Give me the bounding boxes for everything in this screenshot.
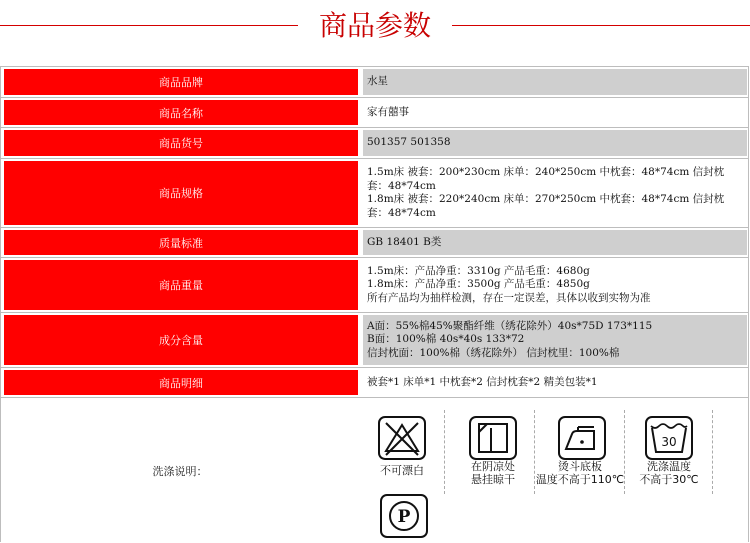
row-label: 商品重量 [4,260,358,310]
row-value [363,100,747,125]
wash-caption: 在阴凉处 悬挂晾干 [471,460,515,486]
row-label: 商品品牌 [4,69,358,95]
wash-caption: 不可漂白 [380,464,424,477]
spec-row-standard [1,228,749,258]
page-title: 商品参数 [318,9,431,42]
row-value [363,130,747,156]
value-line: 所有产品均为抽样检测，存在一定误差，具体以收到实物为准 [367,291,651,304]
section-header [0,0,750,52]
value-line: 1.5m床：产品净重：3310g 产品毛重：4680g [367,264,590,277]
value-line: 套：48*74cm [367,206,436,219]
value-line: 信封枕面：100%棉（绣花除外） 信封枕里：100%棉 [367,346,620,359]
wash-caption: 烫斗底板 温度不高于110℃ [535,460,625,486]
value-line: 家有囍事 [367,105,409,118]
row-label: 商品规格 [4,161,358,225]
spec-row-brand [1,67,749,98]
no-bleach-icon [378,416,426,460]
value-line: 501357 501358 [367,136,451,149]
row-value [363,260,747,310]
dry-clean-letter: P [397,507,411,527]
row-value [363,161,747,225]
iron-temperature-icon [558,416,606,460]
wash-temp-value: 30 [661,435,677,449]
row-label: 商品货号 [4,130,358,156]
wash-label: 洗涤说明： [152,464,208,478]
dry-clean-p-icon [380,494,428,538]
value-line: A面：55%棉45%聚酯纤维（绣花除外）40s*75D 173*115 [367,319,653,332]
value-line: 1.8m床：产品净重：3500g 产品毛重：4850g [367,278,590,291]
value-line: 1.8m床 被套：220*240cm 床单：270*250cm 中枕套：48*74cm 信封枕 [367,193,725,205]
header-rule-right [452,25,750,26]
value-line: 水星 [367,75,388,88]
spec-row-wash [1,398,749,543]
shade-line-dry-icon [469,416,517,460]
spec-row-weight [1,258,749,313]
divider [712,410,713,494]
value-line: B面：100%棉 40s*40s 133*72 [367,333,525,346]
row-label: 质量标准 [4,230,358,255]
value-line: GB 18401 B类 [367,235,442,248]
value-line: 被套*1 床单*1 中枕套*2 信封枕套*2 精美包装*1 [367,375,598,388]
row-value [363,230,747,255]
wash-temperature-icon [645,416,693,460]
row-label: 商品名称 [4,100,358,125]
spec-row-composition [1,313,749,368]
row-label: 商品明细 [4,370,358,395]
spec-row-size [1,159,749,228]
divider [444,410,445,494]
wash-icons [361,398,749,543]
row-value [363,370,747,395]
row-value [363,69,747,95]
value-line: 套：48*74cm [367,179,436,192]
row-value [363,315,747,365]
spec-row-contents [1,368,749,398]
header-rule-left [0,25,298,26]
spec-row-name [1,98,749,128]
value-line: 1.5m床 被套：200*230cm 床单：240*250cm 中枕套：48*74cm 信封枕 [367,166,725,178]
spec-row-sku [1,128,749,159]
wash-caption: 洗涤温度 不高于30℃ [639,460,699,486]
row-label: 成分含量 [4,315,358,365]
spec-table [0,66,749,542]
